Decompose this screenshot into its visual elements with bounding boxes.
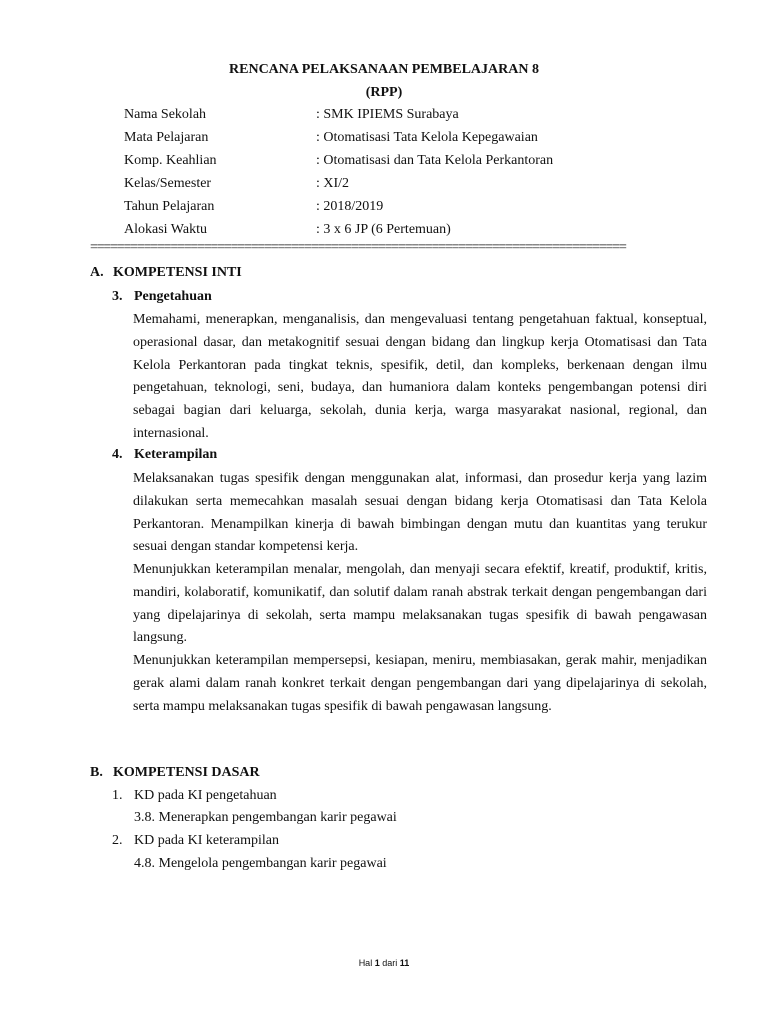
ki-4-number: 4.	[112, 447, 123, 462]
info-label-year: Tahun Pelajaran	[124, 199, 215, 214]
kd-1-sub: 3.8. Menerapkan pengembangan karir pegawai	[134, 810, 397, 825]
kd-2-label: KD pada KI keterampilan	[134, 833, 279, 848]
info-value-school: : SMK IPIEMS Surabaya	[316, 107, 459, 122]
info-value-year: : 2018/2019	[316, 199, 384, 214]
kd-1-number: 1.	[112, 788, 123, 803]
footer-total: 11	[399, 958, 410, 968]
info-label-school: Nama Sekolah	[124, 107, 207, 122]
ki-4-paragraph-3: Menunjukkan keterampilan mempersepsi, kesiapan, meniru, membiasakan, gerak mahir, menjadikan gerak alami dalam ranah konkret terkait dengan pengembangan dari yang dipelajarinya di sekolah, serta mampu melaksanakan tugas spesifik di bawah pengawasan langsung.	[133, 653, 707, 714]
ki-4-paragraph-1: Melaksanakan tugas spesifik dengan menggunakan alat, informasi, dan prosedur kerja yang lazim dilakukan serta memecahkan masalah sesuai dengan bidang kerja Otomatisasi dan Tata Kelola Perkantoran. Menampilkan kinerja di bawah bimbingan dengan mutu dan kuantitas yang terukur sesuai dengan standar kompetensi kerja.	[133, 471, 707, 555]
info-value-subject: : Otomatisasi Tata Kelola Kepegawaian	[316, 130, 538, 145]
info-value-competency: : Otomatisasi dan Tata Kelola Perkantoran	[316, 153, 554, 168]
ki-4-paragraph-2: Menunjukkan keterampilan menalar, mengolah, dan menyaji secara efektif, kreatif, produktif, kritis, mandiri, kolaboratif, komunikatif, dan solutif dalam ranah abstrak terkait dengan pengembangan dari yang dipelajarinya di sekolah, serta mampu melaksanakan tugas spesifik di bawah pengawasan langsung.	[133, 562, 707, 646]
info-label-competency: Komp. Keahlian	[124, 153, 217, 168]
kd-1-label: KD pada KI pengetahuan	[134, 788, 277, 803]
info-value-time: : 3 x 6 JP (6 Pertemuan)	[316, 222, 451, 237]
info-label-subject: Mata Pelajaran	[124, 130, 209, 145]
ki-3-number: 3.	[112, 289, 123, 304]
info-label-time: Alokasi Waktu	[124, 222, 207, 237]
info-value-class: : XI/2	[316, 176, 350, 191]
section-a-title: KOMPETENSI INTI	[113, 265, 242, 280]
section-b-marker: B.	[90, 765, 103, 780]
ki-3-paragraph: Memahami, menerapkan, menganalisis, dan mengevaluasi tentang pengetahuan faktual, konseptual, operasional dasar, dan metakognitif sesuai dengan bidang dan lingkup kerja Otomatisasi dan Tata Kelola Perkantoran pada tingkat teknis, spesifik, detil, dan kompleks, berkenaan dengan ilmu pengetahuan, teknologi, seni, budaya, dan humaniora dalam konteks pengembangan potensi diri sebagai bagian dari keluarga, sekolah, dunia kerja, warga masyarakat nasional, regional, dan internasional.	[133, 312, 707, 441]
ki-3-heading: Pengetahuan	[134, 289, 212, 304]
document-title: RENCANA PELAKSANAAN PEMBELAJARAN 8	[229, 62, 539, 77]
kd-2-sub: 4.8. Mengelola pengembangan karir pegawai	[134, 856, 387, 871]
footer-page: 1	[374, 958, 380, 968]
document-subtitle: (RPP)	[365, 85, 403, 100]
kd-2-number: 2.	[112, 833, 123, 848]
footer-prefix: Hal	[358, 958, 373, 968]
info-label-class: Kelas/Semester	[124, 176, 212, 191]
ki-4-heading: Keterampilan	[134, 447, 218, 462]
section-a-marker: A.	[90, 265, 104, 280]
footer-middle: dari	[382, 958, 398, 968]
section-b-title: KOMPETENSI DASAR	[113, 765, 260, 780]
separator-line: ================================================================================	[90, 240, 626, 255]
page-footer	[0, 958, 768, 968]
